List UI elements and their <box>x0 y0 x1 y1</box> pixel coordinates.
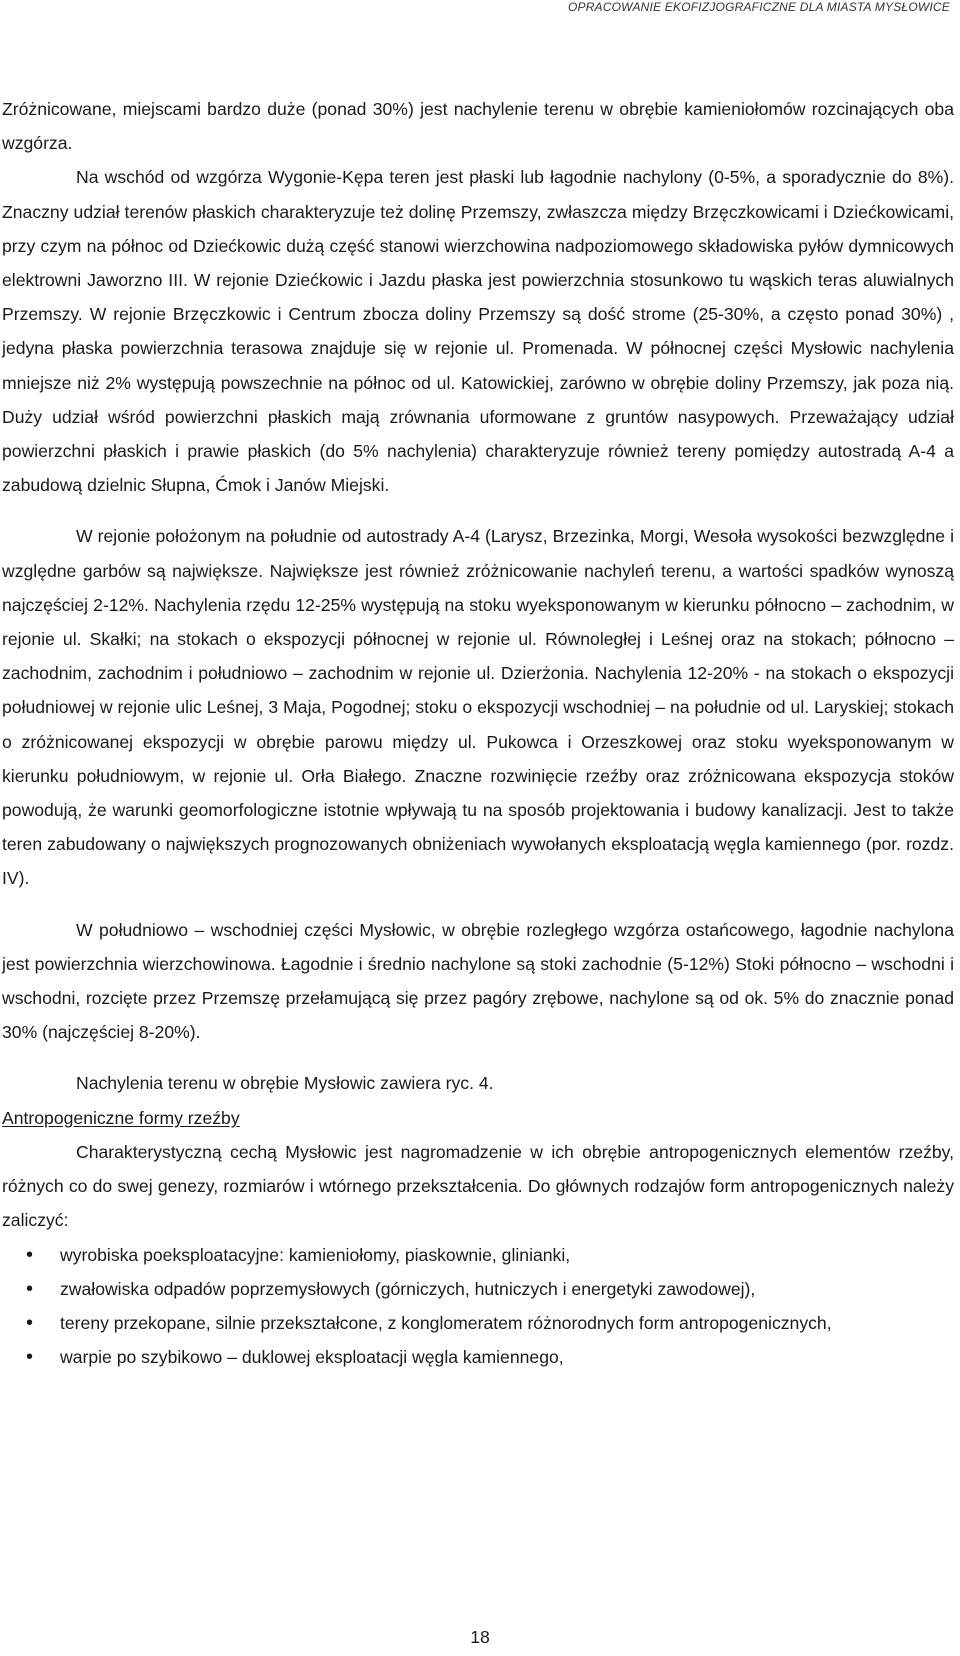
bullet-icon: • <box>26 1311 34 1334</box>
bullet-icon: • <box>26 1277 34 1300</box>
list-item-text: wyrobiska poeksploatacyjne: kamieniołomy, piaskownie, glinianki, <box>60 1244 571 1265</box>
bullet-icon: • <box>26 1243 34 1266</box>
paragraph-figure-reference: Nachylenia terenu w obrębie Mysłowic zawiera ryc. 4. <box>76 1073 494 1094</box>
list-item <box>2 1272 954 1306</box>
list-item-text: zwałowiska odpadów poprzemysłowych (górniczych, hutniczych i energetyki zawodowej), <box>60 1278 756 1299</box>
anthropogenic-forms-list <box>2 1238 954 1375</box>
paragraph-south-a4-region: W rejonie położonym na południe od autostrady A-4 (Larysz, Brzezinka, Morgi, Wesoła wysokości bezwzględne i względne garbów są największe. Największe jest również zróżnicowanie nachyleń terenu, a wartości spadków wynoszą najczęściej 2-12%. Nachylenia rzędu 12-25% występują na stoku wyeksponowanym w kierunku północno – zachodnim, w rejonie ul. Skałki; na stokach o ekspozycji północnej w rejonie ul. Równoległej i Leśnej oraz na stokach; północno – zachodnim, zachodnim i południowo – zachodnim w rejonie ul. Dzierżonia. Nachylenia 12-20% - na stokach o ekspozycji południowej w rejonie ulic Leśnej, 3 Maja, Pogodnej; stoku o ekspozycji wschodniej – na południe od ul. Laryskiej; stokach o zróżnicowanej ekspozycji w obrębie parowu między ul. Pukowca i Orzeszkowej oraz stoku wyeksponowanym w kierunku południowym, w rejonie ul. Orła Białego. Znaczne rozwinięcie rzeźby oraz zróżnicowana ekspozycja stoków powodują, że warunki geomorfologiczne istotnie wpływają tu na sposób projektowania i budowy kanalizacji. Jest to także teren zabudowany o największych prognozowanych obniżeniach wywołanych eksploatacją węgla kamiennego (por. rozdz. IV). <box>2 526 954 889</box>
running-header: OPRACOWANIE EKOFIZJOGRAFICZNE DLA MIASTA MYSŁOWICE <box>567 0 950 14</box>
paragraph-southeast-hill: W południowo – wschodniej części Mysłowic, w obrębie rozległego wzgórza ostańcowego, łagodnie nachylona jest powierzchnia wierzchowinowa. Łagodnie i średnio nachylone są stoki zachodnie (5-12%) Stoki północno – wschodni i wschodni, rozcięte przez Przemszę przełamującą się przez pagóry zrębowe, nachylone są od ok. 5% do znacznie ponad 30% (najczęściej 8-20%). <box>2 919 954 1043</box>
paragraph-east-flat-terrain: Na wschód od wzgórza Wygonie-Kępa teren jest płaski lub łagodnie nachylony (0-5%, a sporadycznie do 8%). Znaczny udział terenów płaskich charakteryzuje też dolinę Przemszy, zwłaszcza między Brzęczkowicami i Dziećkowicami, przy czym na północ od Dziećkowic dużą część stanowi wierzchowina nadpoziomowego składowiska pyłów dymnicowych elektrowni Jaworzno III. W rejonie Dziećkowic i Jazdu płaska jest powierzchnia stosunkowo tu wąskich teras aluwialnych Przemszy. W rejonie Brzęczkowic i Centrum zbocza doliny Przemszy są dość strome (25-30%, a często ponad 30%) , jedyna płaska powierzchnia terasowa znajduje się w rejonie ul. Promenada. W północnej części Mysłowic nachylenia mniejsze niż 2% występują powszechnie na północ od ul. Katowickiej, zarówno w obrębie doliny Przemszy, jak poza nią. Duży udział wśród powierzchni płaskich mają zrównania uformowane z gruntów nasypowych. Przeważający udział powierzchni płaskich i prawie płaskich (do 5% nachylenia) charakteryzuje również tereny pomiędzy autostradą A-4 a zabudową dzielnic Słupna, Ćmok i Janów Miejski. <box>2 167 954 496</box>
page-number: 18 <box>470 1627 490 1647</box>
list-item-text: warpie po szybikowo – duklowej eksploatacji węgla kamiennego, <box>60 1347 564 1368</box>
list-item <box>2 1238 954 1272</box>
document-body <box>2 92 954 1374</box>
list-item <box>2 1340 954 1374</box>
list-item-text: tereny przekopane, silnie przekształcone, z konglomeratem różnorodnych form antropogenicznych, <box>60 1312 832 1333</box>
paragraph-quarries-slope: Zróżnicowane, miejscami bardzo duże (ponad 30%) jest nachylenie terenu w obrębie kamieniołomów rozcinających oba wzgórza. <box>2 99 954 154</box>
section-heading: Antropogeniczne formy rzeźby <box>2 1107 240 1128</box>
bullet-icon: • <box>26 1346 34 1369</box>
list-item <box>2 1306 954 1340</box>
section-intro: Charakterystyczną cechą Mysłowic jest nagromadzenie w ich obrębie antropogenicznych elementów rzeźby, różnych co do swej genezy, rozmiarów i wtórnego przekształcenia. Do głównych rodzajów form antropogenicznych należy zaliczyć: <box>2 1141 954 1231</box>
